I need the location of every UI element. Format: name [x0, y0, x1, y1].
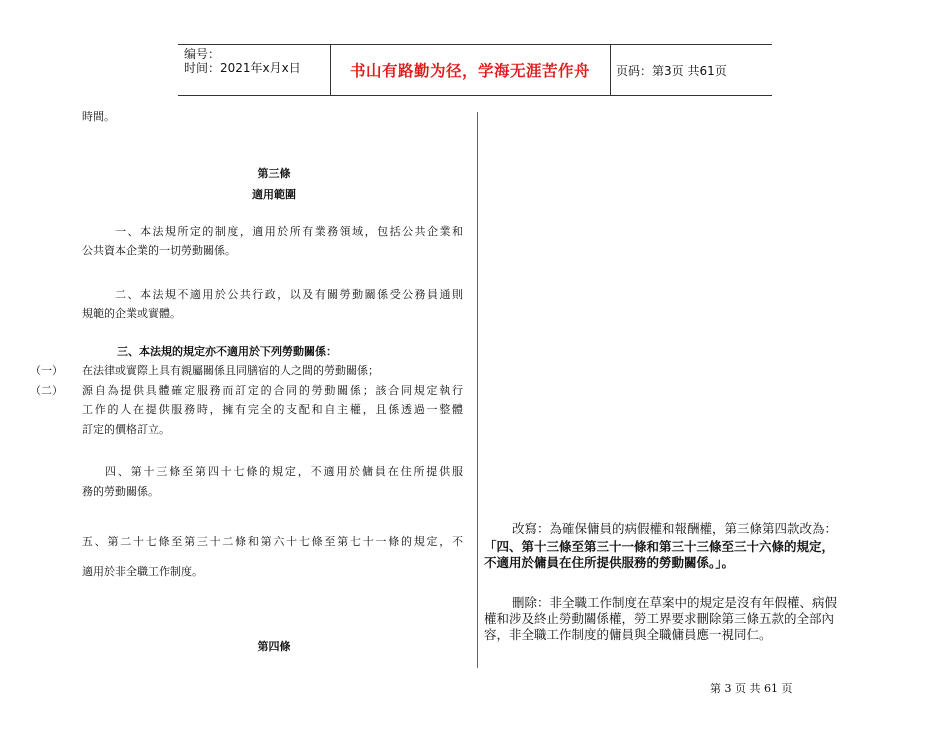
article-3-subtitle: 適用範圍: [252, 188, 296, 201]
para-2-line-1: 二、本法規不適用於公共行政，以及有關勞動關係受公務員通則: [115, 288, 463, 301]
para-4-line-2: 務的勞動關係。: [82, 485, 159, 498]
column-divider: [477, 112, 478, 668]
article-4-title: 第四條: [257, 640, 291, 653]
para-1-line-2: 公共資本企業的一切勞動關係。: [82, 244, 236, 257]
top-fragment: 時間。: [82, 110, 115, 123]
header-page-info: 页码：第3页 共61页: [616, 63, 727, 78]
item-1-marker: （一）: [30, 364, 63, 377]
deletion-line-3: 容，非全職工作制度的傭員與全職傭員應一視同仁。: [484, 627, 772, 642]
deletion-line-1: 刪除：非全職工作制度在草案中的規定是沒有年假權、病假: [512, 595, 838, 610]
header-meta-cell: [178, 45, 331, 95]
deletion-line-2: 權和涉及終止勞動關係權，勞工界要求刪除第三條五款的全部內: [484, 611, 835, 626]
item-2-line-2: 工作的人在提供服務時，擁有完全的支配和自主權，且係透過一整體: [82, 403, 463, 416]
para-5-line-2: 適用於非全職工作制度。: [82, 565, 203, 578]
revision-line-3: 不適用於傭員在住所提供服務的勞動關係。」。: [484, 555, 735, 570]
header-page-cell: [610, 45, 772, 95]
time-label: 时间：2021年x月x日: [184, 61, 301, 75]
item-2-line-1: 源自為提供具體確定服務而訂定的合同的勞動關係；該合同規定執行: [82, 384, 463, 397]
footer-page-number: 第 3 页 共 61 页: [710, 682, 793, 695]
revision-line-1: 改寫：為確保傭員的病假權和報酬權，第三條第四款改為：: [512, 521, 838, 536]
motto: 书山有路勤为径，学海无涯苦作舟: [349, 62, 590, 80]
item-2-line-3: 訂定的價格訂立。: [82, 423, 170, 436]
para-5-line-1: 五、第二十七條至第三十二條和第六十七條至第七十一條的規定，不: [82, 535, 463, 548]
item-1-text: 在法律或實際上具有親屬關係且同膳宿的人之間的勞動關係；: [82, 364, 379, 377]
para-1-line-1: 一、本法規所定的制度，適用於所有業務領域，包括公共企業和: [115, 225, 463, 238]
number-label: 编号：: [184, 47, 221, 61]
para-2-line-2: 規範的企業或實體。: [82, 307, 181, 320]
item-2-marker: （二）: [30, 384, 63, 397]
article-3-title: 第三條: [257, 167, 291, 180]
para-3-heading: 三、本法規的規定亦不適用於下列勞動關係：: [117, 345, 337, 358]
revision-line-2: 「四、第十三條至第三十一條和第三十三條至三十六條的規定，: [484, 539, 835, 554]
page-header: [178, 44, 772, 96]
header-motto-cell: [330, 45, 611, 95]
para-4-line-1: 四、第十三條至第四十七條的規定，不適用於傭員在住所提供服: [105, 465, 463, 478]
